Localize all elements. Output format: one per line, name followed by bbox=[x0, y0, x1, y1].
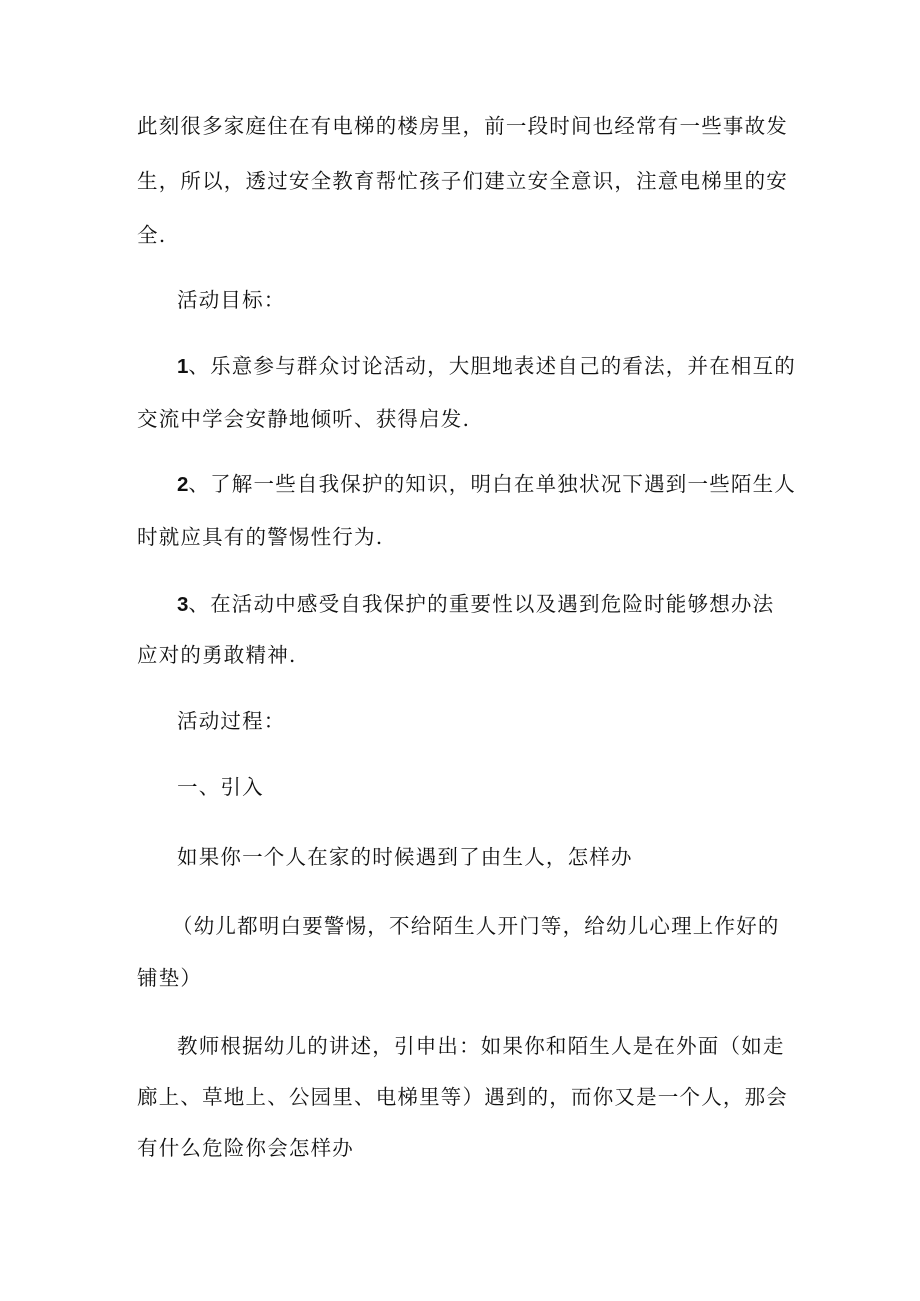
goal-1-number: 1 bbox=[177, 355, 189, 378]
intro-line-1: 此刻很多家庭住在有电梯的楼房里，前一段时间也经常有一些事故发 bbox=[137, 114, 788, 138]
goal-2-line-2: 时就应具有的警惕性行为. bbox=[137, 525, 384, 549]
goal-3-number: 3 bbox=[177, 593, 189, 616]
teacher-line-1: 教师根据幼儿的讲述，引申出：如果你和陌生人是在外面（如走 bbox=[177, 1034, 785, 1058]
goal-1-text: 、乐意参与群众讨论活动，大胆地表述自己的看法，并在相互的 bbox=[188, 354, 797, 378]
step-1-heading: 一、引入 bbox=[177, 775, 264, 799]
goal-2-number: 2 bbox=[177, 473, 189, 496]
goal-2-text: 、了解一些自我保护的知识，明白在单独状况下遇到一些陌生人 bbox=[188, 472, 797, 496]
teacher-line-2: 廊上、草地上、公园里、电梯里等）遇到的，而你又是一个人，那会 bbox=[137, 1085, 788, 1109]
teacher-line-3: 有什么危险你会怎样办 bbox=[137, 1136, 354, 1160]
goal-2-line-1 bbox=[177, 472, 837, 497]
goal-1-line-1 bbox=[177, 354, 837, 379]
question-paragraph: 如果你一个人在家的时候遇到了由生人，怎样办 bbox=[177, 845, 633, 869]
process-heading: 活动过程： bbox=[177, 709, 286, 733]
goal-1-line-2: 交流中学会安静地倾听、获得启发. bbox=[137, 407, 471, 431]
intro-line-2: 生，所以，透过安全教育帮忙孩子们建立安全意识，注意电梯里的安 bbox=[137, 169, 788, 193]
note-line-2: 铺垫） bbox=[137, 966, 203, 990]
intro-line-3: 全. bbox=[137, 223, 167, 247]
goal-3-text: 、在活动中感受自我保护的重要性以及遇到危险时能够想办法 bbox=[188, 592, 775, 616]
goal-3-line-2: 应对的勇敢精神. bbox=[137, 643, 297, 667]
note-line-1: （幼儿都明白要警惕，不给陌生人开门等，给幼儿心理上作好的 bbox=[172, 914, 780, 938]
goal-3-line-1 bbox=[177, 592, 837, 617]
goals-heading: 活动目标： bbox=[177, 288, 286, 312]
